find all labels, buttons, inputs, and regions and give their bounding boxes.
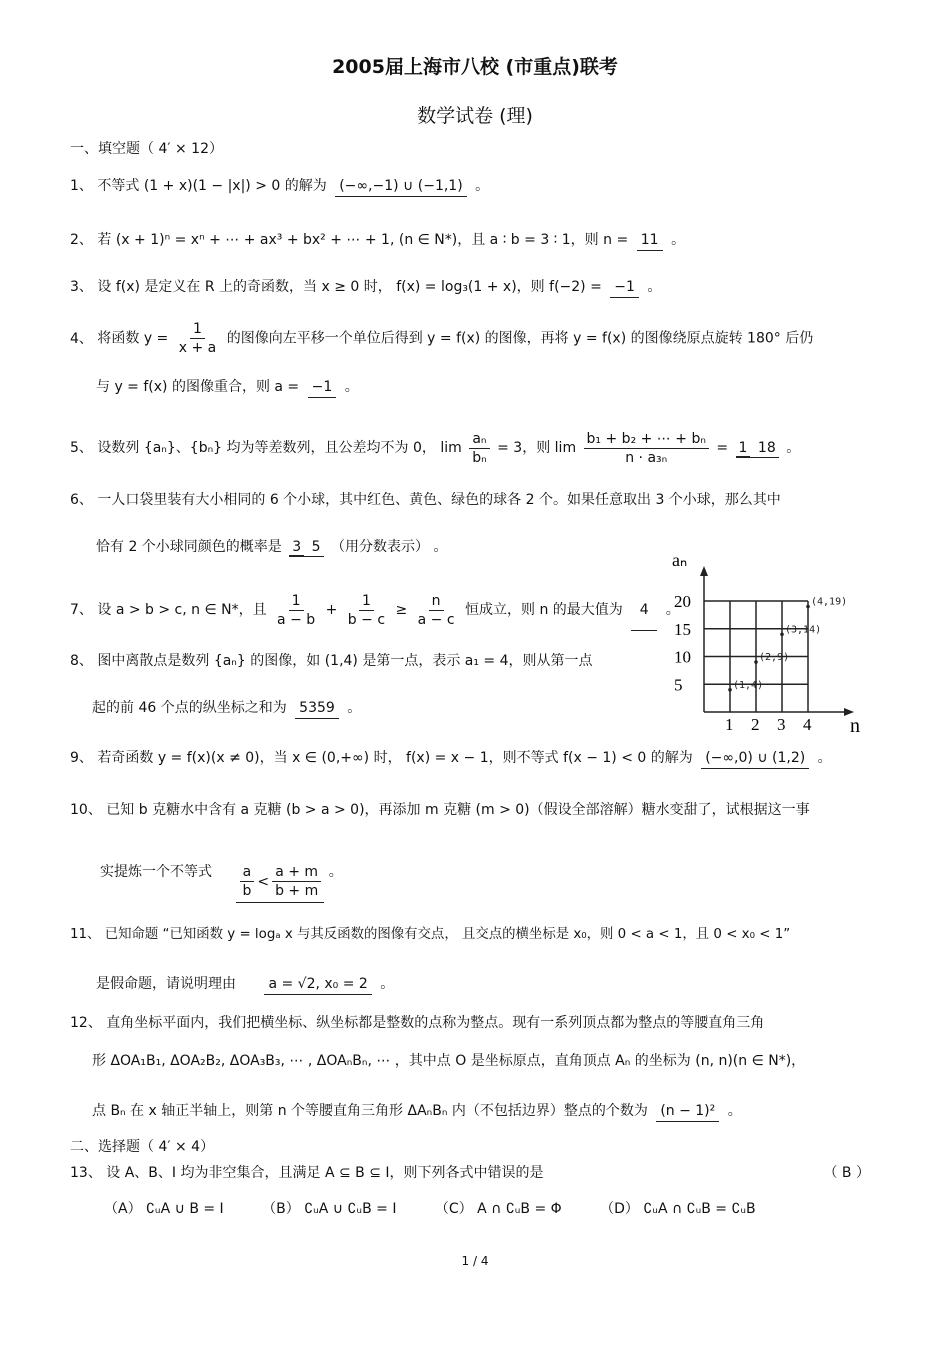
answer: (−∞,−1) ∪ (−1,1) xyxy=(335,176,466,197)
question-number: 3、 xyxy=(70,279,93,295)
answer: (n − 1)² xyxy=(656,1101,719,1122)
fraction xyxy=(584,430,709,467)
question-text: 设 A、B、I 均为非空集合，且满足 A ⊆ B ⊆ I，则下列各式中错误的是 xyxy=(106,1165,544,1181)
answer: −1 xyxy=(610,277,639,298)
question-12-line-2: 形 ΔOA₁B₁, ΔOA₂B₂, ΔOA₃B₃, ⋯ , ΔOAₙBₙ, ⋯ ，其中点 O 是坐标原点，直角顶点 Aₙ 的坐标为 (n, n)(n ∈ N*)， xyxy=(92,1053,806,1069)
data-label: (3,14) xyxy=(785,624,822,636)
answer: 4 xyxy=(631,590,657,631)
data-point xyxy=(728,688,732,692)
question-text: 的图像向左平移一个单位后得到 y = f(x) 的图像，再将 y = f(x) 的图像绕原点旋转 180° 后仍 xyxy=(226,330,814,347)
answer: 5359 xyxy=(295,698,339,719)
period: 。 xyxy=(475,178,490,194)
option-b: （B） ∁ᵤA ∪ ∁ᵤB = I xyxy=(262,1201,397,1217)
question-text: 一人口袋里装有大小相同的 6 个小球，其中红色、黄色、绿色的球各 2 个。如果任意取出 3 个小球，那么其中 xyxy=(97,492,781,508)
period: 。 xyxy=(727,1103,742,1119)
fraction xyxy=(272,863,321,900)
question-2 xyxy=(70,230,685,251)
fraction-denominator: b xyxy=(242,883,252,899)
fraction-numerator: 1 xyxy=(289,592,304,611)
question-text: 恰有 2 个小球同颜色的概率是 xyxy=(96,539,282,555)
question-number: 9、 xyxy=(70,750,93,766)
question-text: 设 f(x) 是定义在 R 上的奇函数，当 x ≥ 0 时， f(x) = log₃(1 + x)，则 f(−2) = xyxy=(97,279,602,295)
question-1 xyxy=(70,176,489,197)
fraction xyxy=(274,592,318,629)
question-text: 与 y = f(x) 的图像重合，则 a = xyxy=(96,379,300,395)
fraction-numerator: aₙ xyxy=(469,430,489,449)
data-label: (4,19) xyxy=(811,596,848,608)
question-11 xyxy=(70,925,790,945)
period: 。 xyxy=(433,539,448,555)
data-point xyxy=(754,660,758,664)
question-8 xyxy=(70,651,593,671)
answer: −1 xyxy=(308,377,337,398)
fraction xyxy=(176,320,220,357)
question-number: 7、 xyxy=(70,602,93,618)
fraction-numerator: 1 xyxy=(190,320,205,339)
answer: a = √2, x₀ = 2 xyxy=(264,974,371,995)
answer: (−∞,0) ∪ (1,2) xyxy=(701,748,809,769)
y-tick-label: 10 xyxy=(674,647,691,667)
exam-subtitle: 数学试卷 (理) xyxy=(417,105,533,127)
y-axis-arrow xyxy=(700,566,708,576)
question-text: 直角坐标平面内，我们把横坐标、纵坐标都是整数的点称为整点。现有一系列顶点都为整点的等腰直角三角 xyxy=(106,1015,765,1031)
data-point xyxy=(806,605,810,609)
fraction-denominator: n · a₃ₙ xyxy=(625,449,668,466)
question-number: 11、 xyxy=(70,927,101,942)
fraction-numerator: 1 xyxy=(359,592,374,611)
data-point xyxy=(780,633,784,637)
period: 。 xyxy=(665,602,680,618)
period: 。 xyxy=(380,976,395,992)
question-number: 12、 xyxy=(70,1015,102,1031)
question-10 xyxy=(70,800,810,820)
sequence-scatter-chart xyxy=(672,552,872,737)
x-tick-label: 4 xyxy=(803,715,812,734)
period: 。 xyxy=(817,750,832,766)
y-axis-label: aₙ xyxy=(672,552,688,570)
period: 。 xyxy=(347,700,362,716)
data-label: (2,9) xyxy=(759,652,790,664)
fraction-numerator: 1 xyxy=(736,440,751,457)
y-tick-label: 20 xyxy=(674,592,691,611)
option-c: （C） A ∩ ∁ᵤB = Φ xyxy=(434,1201,562,1217)
question-text-pre: 将函数 y = xyxy=(97,330,169,347)
fraction xyxy=(415,592,458,629)
fraction-numerator: 3 xyxy=(289,539,304,556)
question-8-line-2 xyxy=(92,698,361,719)
period: 。 xyxy=(328,864,343,880)
question-7 xyxy=(70,590,680,631)
option-d: （D） ∁ᵤA ∩ ∁ᵤB = ∁ᵤB xyxy=(600,1201,756,1217)
fraction-numerator: b₁ + b₂ + ⋯ + bₙ xyxy=(584,430,709,449)
period: 。 xyxy=(647,279,662,295)
section-fill-blank: 一、填空题（ 4′ × 12） xyxy=(70,141,223,157)
question-number: 4、 xyxy=(70,330,93,347)
fraction-denominator: bₙ xyxy=(472,449,487,466)
fraction-denominator: x + a xyxy=(178,340,217,356)
exam-title: 2005届上海市八校 (市重点)联考 xyxy=(332,56,618,78)
question-13 xyxy=(70,1163,870,1183)
fraction-denominator: b − c xyxy=(347,611,386,628)
x-tick-label: 2 xyxy=(751,715,760,734)
question-text: 已知 b 克糖水中含有 a 克糖 (b > a > 0)，再添加 m 克糖 (m > 0)（假设全部溶解）糖水变甜了，试根据这一事 xyxy=(106,802,810,818)
fraction-denominator: a − c xyxy=(417,611,455,628)
x-tick-label: 3 xyxy=(777,715,786,734)
question-5 xyxy=(70,428,800,468)
question-number: 10、 xyxy=(70,802,102,818)
x-axis-label: n xyxy=(850,715,860,737)
question-text-pre: 设 a > b > c, n ∈ N*，且 xyxy=(97,602,267,618)
question-number: 8、 xyxy=(70,653,93,669)
question-text-pre: 设数列 {aₙ}、{bₙ} 均为等差数列，且公差均不为 0， lim xyxy=(97,440,462,456)
fraction-numerator: n xyxy=(429,592,444,611)
fraction-numerator: a + m xyxy=(272,863,321,882)
plus: + xyxy=(325,602,338,618)
question-text: 若 (x + 1)ⁿ = xⁿ + ⋯ + ax³ + bx² + ⋯ + 1, (n ∈ N*)，且 a ∶ b = 3 ∶ 1，则 n = xyxy=(97,232,629,248)
x-tick-label: 1 xyxy=(725,715,734,734)
fraction xyxy=(239,863,254,900)
question-9 xyxy=(70,748,832,769)
question-text: 若奇函数 y = f(x)(x ≠ 0)，当 x ∈ (0,+∞) 时， f(x) = x − 1，则不等式 f(x − 1) < 0 的解为 xyxy=(97,750,693,766)
answer: 11 xyxy=(637,230,663,251)
fraction-denominator: 5 xyxy=(311,538,321,555)
y-tick-label: 15 xyxy=(674,619,691,639)
question-text: 是假命题，请说明理由 xyxy=(96,976,236,992)
question-text-mid: = 3，则 lim xyxy=(497,440,577,456)
page-number: 1 / 4 xyxy=(461,1254,489,1268)
answer-fraction xyxy=(289,538,323,557)
question-number: 13、 xyxy=(70,1165,102,1181)
option-a: （A） ∁ᵤA ∪ B = I xyxy=(104,1201,224,1217)
question-11-line-2 xyxy=(96,974,394,995)
section-choice: 二、选择题（ 4′ × 4） xyxy=(70,1139,215,1155)
fraction-denominator: 18 xyxy=(757,439,776,456)
less-than: < xyxy=(257,873,270,890)
question-4-line-2 xyxy=(96,377,359,398)
geq: ≥ xyxy=(395,602,408,618)
question-6-line-2 xyxy=(96,527,447,567)
question-3 xyxy=(70,277,661,298)
question-number: 2、 xyxy=(70,232,93,248)
question-12-line-3 xyxy=(92,1101,742,1122)
answer: （ B ） xyxy=(823,1165,870,1181)
answer xyxy=(236,862,324,903)
question-4 xyxy=(70,320,813,357)
question-number: 6、 xyxy=(70,492,93,508)
question-10-line-2 xyxy=(100,852,343,903)
question-text: 已知命题 “已知函数 y = logₐ x 与其反函数的图像有交点， 且交点的横坐标是 x₀，则 0 < a < 1，且 0 < x₀ < 1” xyxy=(104,927,791,942)
period: 。 xyxy=(671,232,686,248)
equals: = xyxy=(716,440,729,456)
question-text: 起的前 46 个点的纵坐标之和为 xyxy=(92,700,287,716)
period: 。 xyxy=(344,379,359,395)
period: 。 xyxy=(786,440,801,456)
question-6 xyxy=(70,490,781,510)
question-number: 5、 xyxy=(70,440,93,456)
note: （用分数表示） xyxy=(331,539,430,555)
question-text: 图中离散点是数列 {aₙ} 的图像，如 (1,4) 是第一点，表示 a₁ = 4，则从第一点 xyxy=(97,653,593,669)
fraction xyxy=(469,430,489,467)
question-number: 1、 xyxy=(70,178,93,194)
y-tick-label: 5 xyxy=(674,675,683,695)
question-13-options xyxy=(104,1199,790,1219)
question-text: 点 Bₙ 在 x 轴正半轴上，则第 n 个等腰直角三角形 ΔAₙBₙ 内（不包括边界）整点的个数为 xyxy=(92,1103,648,1119)
fraction-denominator: a − b xyxy=(277,611,316,628)
question-12 xyxy=(70,1013,764,1033)
question-text: 恒成立，则 n 的最大值为 xyxy=(465,602,623,618)
data-label: (1,4) xyxy=(733,679,764,691)
fraction-numerator: a xyxy=(240,863,255,882)
fraction xyxy=(345,592,388,629)
question-text: 实提炼一个不等式 xyxy=(100,864,212,880)
question-text: 不等式 (1 + x)(1 − |x|) > 0 的解为 xyxy=(97,178,327,194)
fraction-denominator: b + m xyxy=(275,883,319,899)
answer-fraction xyxy=(736,439,779,458)
